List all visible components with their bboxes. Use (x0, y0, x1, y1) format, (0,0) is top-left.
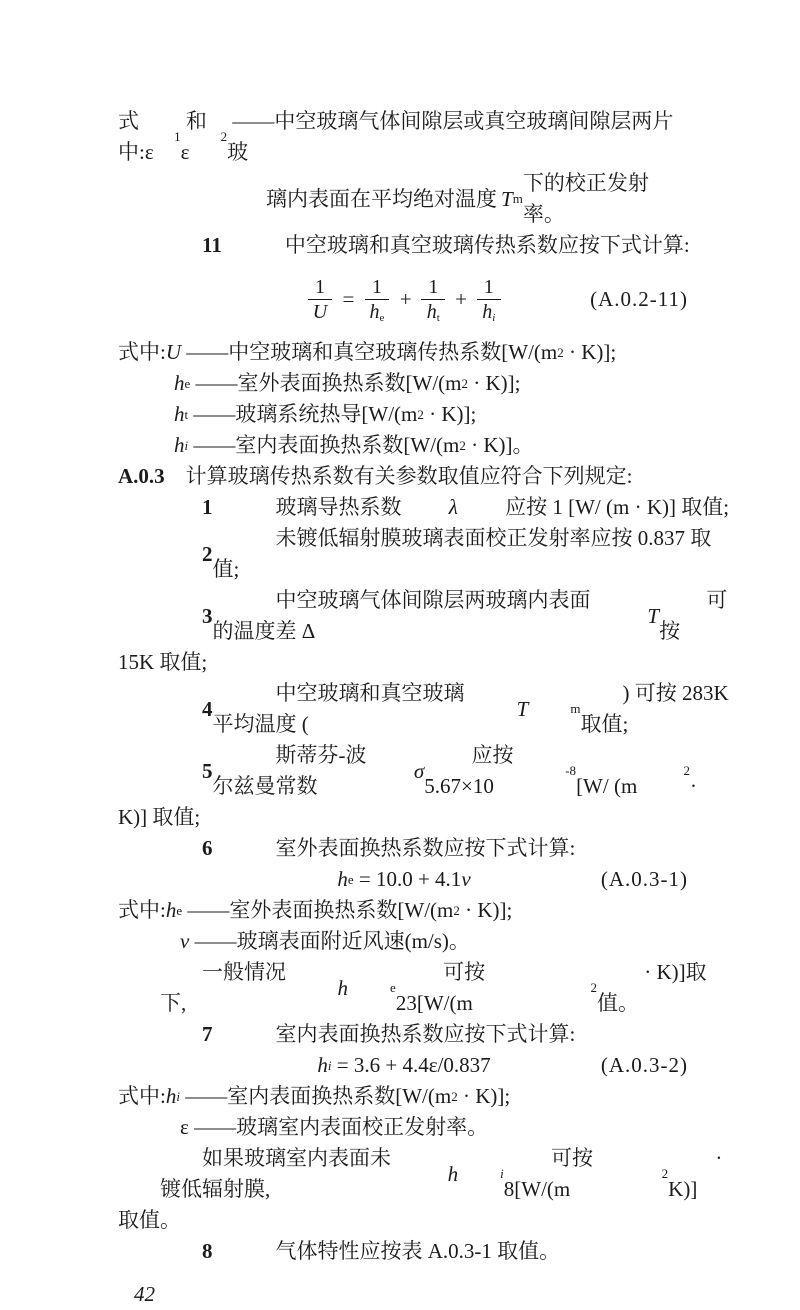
text-line (118, 585, 728, 647)
line-text: 取值。 (118, 1208, 181, 1232)
equation-body: h e = 10.0 + 4.1 v (337, 867, 471, 891)
equation-line (118, 864, 690, 895)
text-line (118, 926, 690, 957)
text-line (118, 678, 734, 740)
text-line (118, 368, 690, 399)
line-text: 式中: h e ——室外表面换热系数[W/(m 2 · K)]; (118, 898, 513, 922)
line-text: 7 室内表面换热系数应按下式计算: (202, 1022, 576, 1046)
equation-line (118, 1050, 690, 1081)
line-text: 11 中空玻璃和真空玻璃传热系数应按下式计算: (202, 233, 690, 257)
line-text: 式中: U ——中空玻璃和真空玻璃传热系数[W/(m 2 · K)]; (118, 340, 617, 364)
text-line (118, 1236, 690, 1267)
text-line (118, 1205, 690, 1236)
text-line (118, 461, 690, 492)
line-text: v ——玻璃表面附近风速(m/s)。 (180, 929, 470, 953)
line-text: 式中: h i ——室内表面换热系数[W/(m 2 · K)]; (118, 1084, 511, 1108)
text-line (118, 430, 690, 461)
text-line (118, 895, 690, 926)
line-text: 式中:ε 1 和 ε 2 ——中空玻璃气体间隙层或真空玻璃间隙层两片玻 (118, 109, 674, 164)
line-text: 2 未镀低辐射膜玻璃表面校正发射率应按 0.837 取值; (202, 526, 712, 581)
line-text: 4 中空玻璃和真空玻璃平均温度 ( T m ) 可按 283K 取值; (202, 681, 734, 736)
line-text: 6 室外表面换热系数应按下式计算: (202, 836, 576, 860)
text-line (118, 833, 690, 864)
text-line (118, 1081, 690, 1112)
line-text: A.0.3 计算玻璃传热系数有关参数取值应符合下列规定: (118, 464, 633, 488)
page-number: 42 (134, 1282, 155, 1306)
text-line (118, 1019, 690, 1050)
text-line (118, 1143, 728, 1205)
equation-number: (A.0.3-1) (600, 867, 688, 891)
equation-number: (A.0.3-2) (600, 1053, 688, 1077)
line-text: 8 气体特性应按表 A.0.3-1 取值。 (202, 1239, 561, 1263)
line-text: 15K 取值; (118, 650, 208, 674)
equation-number: (A.0.2-11) (590, 286, 688, 311)
text-line (118, 647, 690, 678)
document-body (118, 106, 738, 1267)
line-text: 3 中空玻璃气体间隙层两玻璃内表面的温度差 Δ T 可按 (202, 588, 728, 643)
line-text: 1 玻璃导热系数 λ 应按 1 [W/ (m · K)] 取值; (202, 495, 730, 519)
text-line (118, 740, 738, 802)
text-line (118, 168, 690, 230)
line-text: h i ——室内表面换热系数[W/(m 2 · K)]。 (174, 433, 534, 457)
line-text: 如果玻璃室内表面未镀低辐射膜, h i 可按 8[W/(m 2 · K)] (160, 1146, 728, 1201)
text-line (118, 1112, 690, 1143)
line-text: 璃内表面在平均绝对温度 T m 下的校正发射率。 (266, 171, 649, 226)
line-text: ε ——玻璃室内表面校正发射率。 (180, 1115, 489, 1139)
line-text: 5 斯蒂芬-波尔兹曼常数 σ 应按 5.67×10 -8 [W/ (m 2 · (202, 743, 738, 798)
text-line (118, 802, 690, 833)
equation-body: h i = 3.6 + 4.4ε/0.837 (317, 1053, 491, 1077)
fraction: $\frac{1}{h_t}$ (420, 276, 447, 323)
text-line (118, 523, 712, 585)
text-line (118, 492, 730, 523)
text-line (118, 337, 690, 368)
fraction: $\frac{1}{h_e}$ (363, 276, 392, 323)
line-text: h e ——室外表面换热系数[W/(m 2 · K)]; (174, 371, 521, 395)
line-text: K)] 取值; (118, 805, 201, 829)
line-text: h t ——玻璃系统热导[W/(m 2 · K)]; (174, 402, 477, 426)
text-line (118, 106, 690, 168)
equation-line (118, 263, 690, 335)
text-line (118, 399, 690, 430)
fraction: $\frac{1}{h_i}$ (475, 276, 502, 323)
line-text: 一般情况下, h e 可按 23[W/(m 2 · K)]取值。 (160, 960, 707, 1015)
text-line (118, 957, 707, 1019)
fraction: $\frac{1}{U}$ (306, 276, 334, 323)
text-line (118, 230, 690, 261)
equation-body: $\frac{1}{U}$ = $\frac{1}{h_e}$ + $\frac{1}{h_t}$ + $\frac{1}{h_i}$ (303, 276, 506, 323)
